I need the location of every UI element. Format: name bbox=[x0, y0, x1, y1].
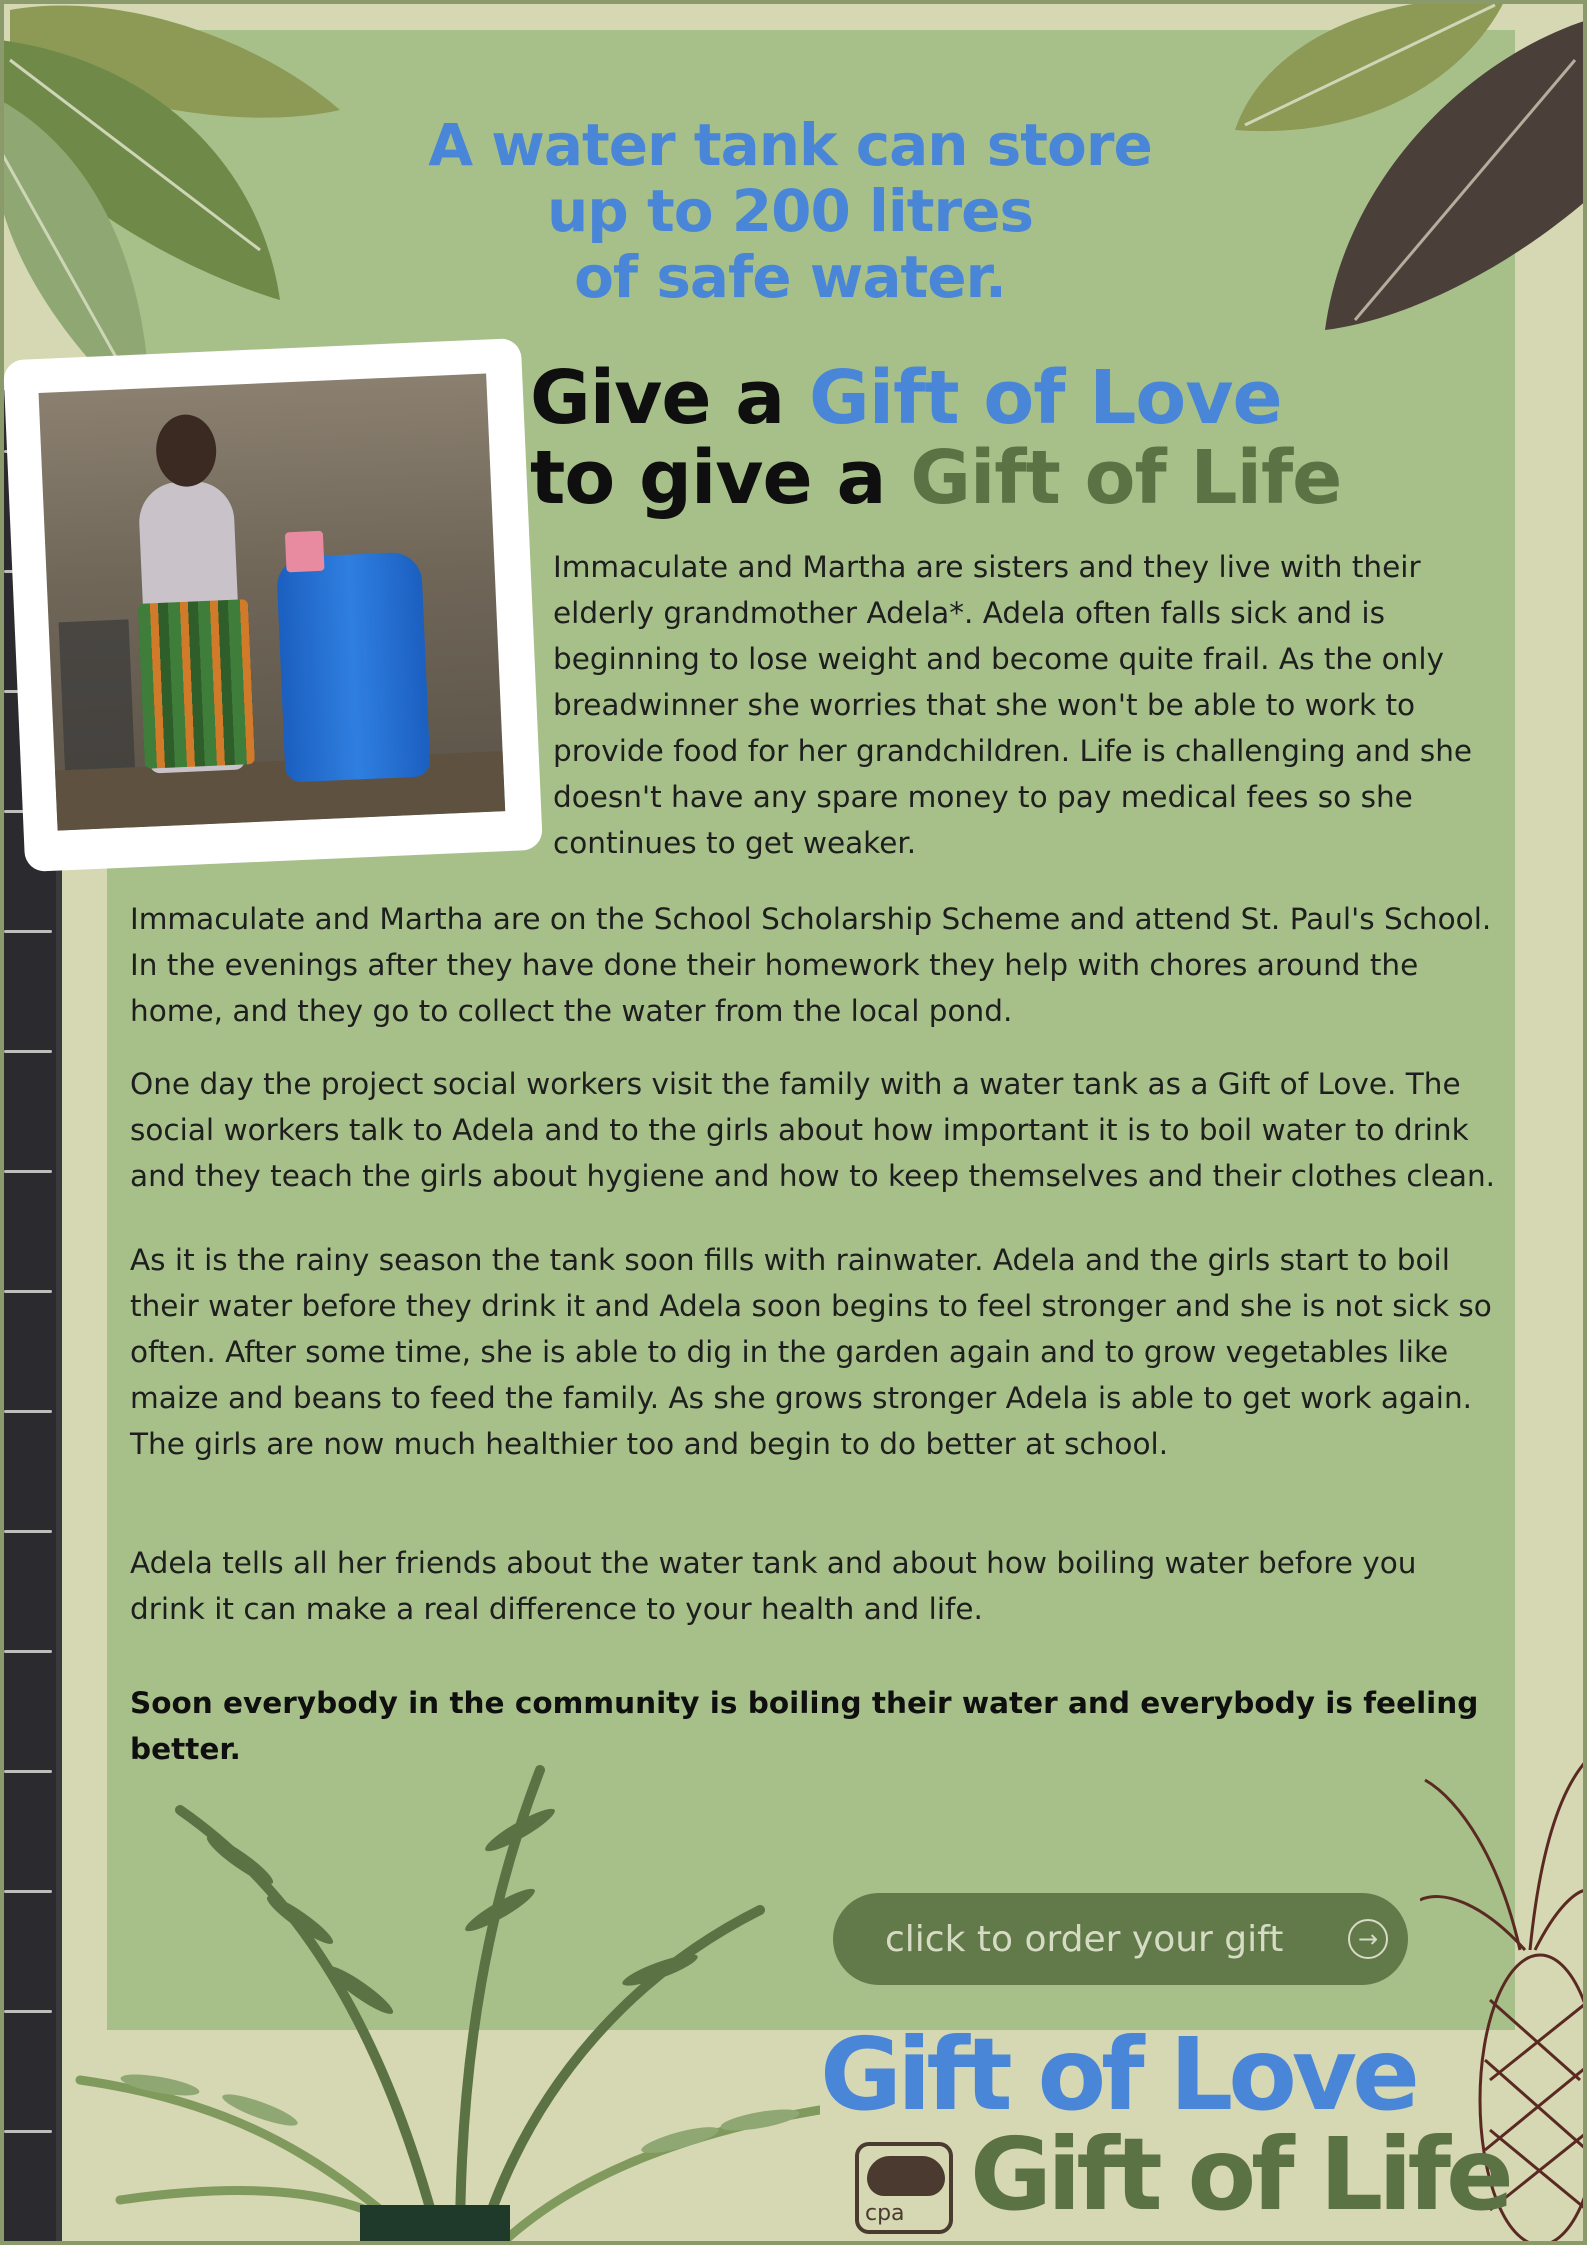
paragraph-community: Soon everybody in the community is boiling their water and everybody is feeling better. bbox=[130, 1686, 1479, 1766]
title-part-to-give-a: to give a bbox=[530, 435, 911, 521]
brand-gift-of-love: Gift of Love bbox=[820, 2016, 1415, 2133]
title-gift-of-love: Gift of Love bbox=[809, 355, 1282, 441]
order-gift-button-label: click to order your gift bbox=[885, 1918, 1284, 1960]
paragraph-scholarship: Immaculate and Martha are on the School Scholarship Scheme and attend St. Paul's School. In the evenings after they have done their homework they help with chores around the home, and they go to collect the water from the local pond. bbox=[130, 902, 1492, 1028]
headline-line-3: of safe water. bbox=[574, 243, 1006, 311]
title-line-1 bbox=[530, 355, 1530, 441]
brand-gift-of-life: Gift of Life bbox=[970, 2116, 1509, 2233]
cpa-logo-icon bbox=[855, 2142, 953, 2234]
leaf-top-right-icon bbox=[1205, 0, 1587, 340]
title-line-2 bbox=[530, 435, 1530, 521]
paragraph-social-workers: One day the project social workers visit the family with a water tank as a Gift of Love. The social workers talk to Adela and to the girls about how important it is to boil water to drink and they teach the girls about hygiene and how to keep themselves and their clothes clean. bbox=[130, 1067, 1496, 1193]
photo-frame bbox=[9, 344, 536, 866]
order-gift-button[interactable] bbox=[833, 1893, 1408, 1985]
intro-paragraph: Immaculate and Martha are sisters and they live with their elderly grandmother Adela*. Adela often falls sick and is beginning to lose weight and become quite frail. As the only breadwinner she worries that she won't be able to work to provide food for her grandchildren. Life is challenging and she doesn't have any spare money to pay medical fees so she continues to get weaker. bbox=[553, 550, 1473, 860]
paragraph-rainy-season: As it is the rainy season the tank soon fills with rainwater. Adela and the girls start to boil their water before they drink it and Adela soon begins to feel stronger and she is not sick so often. After some time, she is able to dig in the garden again and to grow vegetables like maize and beans to feed the family. As she grows stronger Adela is able to get work again. The girls are now much healthier too and begin to do better at school. bbox=[130, 1243, 1492, 1461]
fern-plant-icon bbox=[60, 1750, 820, 2245]
arrow-right-circle-icon: → bbox=[1348, 1919, 1388, 1959]
page-title bbox=[530, 355, 1530, 521]
title-part-give-a: Give a bbox=[530, 355, 809, 441]
cpa-logo-text: cpa bbox=[865, 2201, 905, 2226]
title-gift-of-life: Gift of Life bbox=[910, 435, 1342, 521]
headline-line-2: up to 200 litres bbox=[547, 177, 1033, 245]
headline-line-1: A water tank can store bbox=[428, 111, 1152, 179]
paragraph-friends: Adela tells all her friends about the water tank and about how boiling water before you drink it can make a real difference to your health and life. bbox=[130, 1546, 1417, 1626]
headline bbox=[320, 112, 1260, 310]
photo-woman-with-water-tank bbox=[39, 373, 506, 830]
